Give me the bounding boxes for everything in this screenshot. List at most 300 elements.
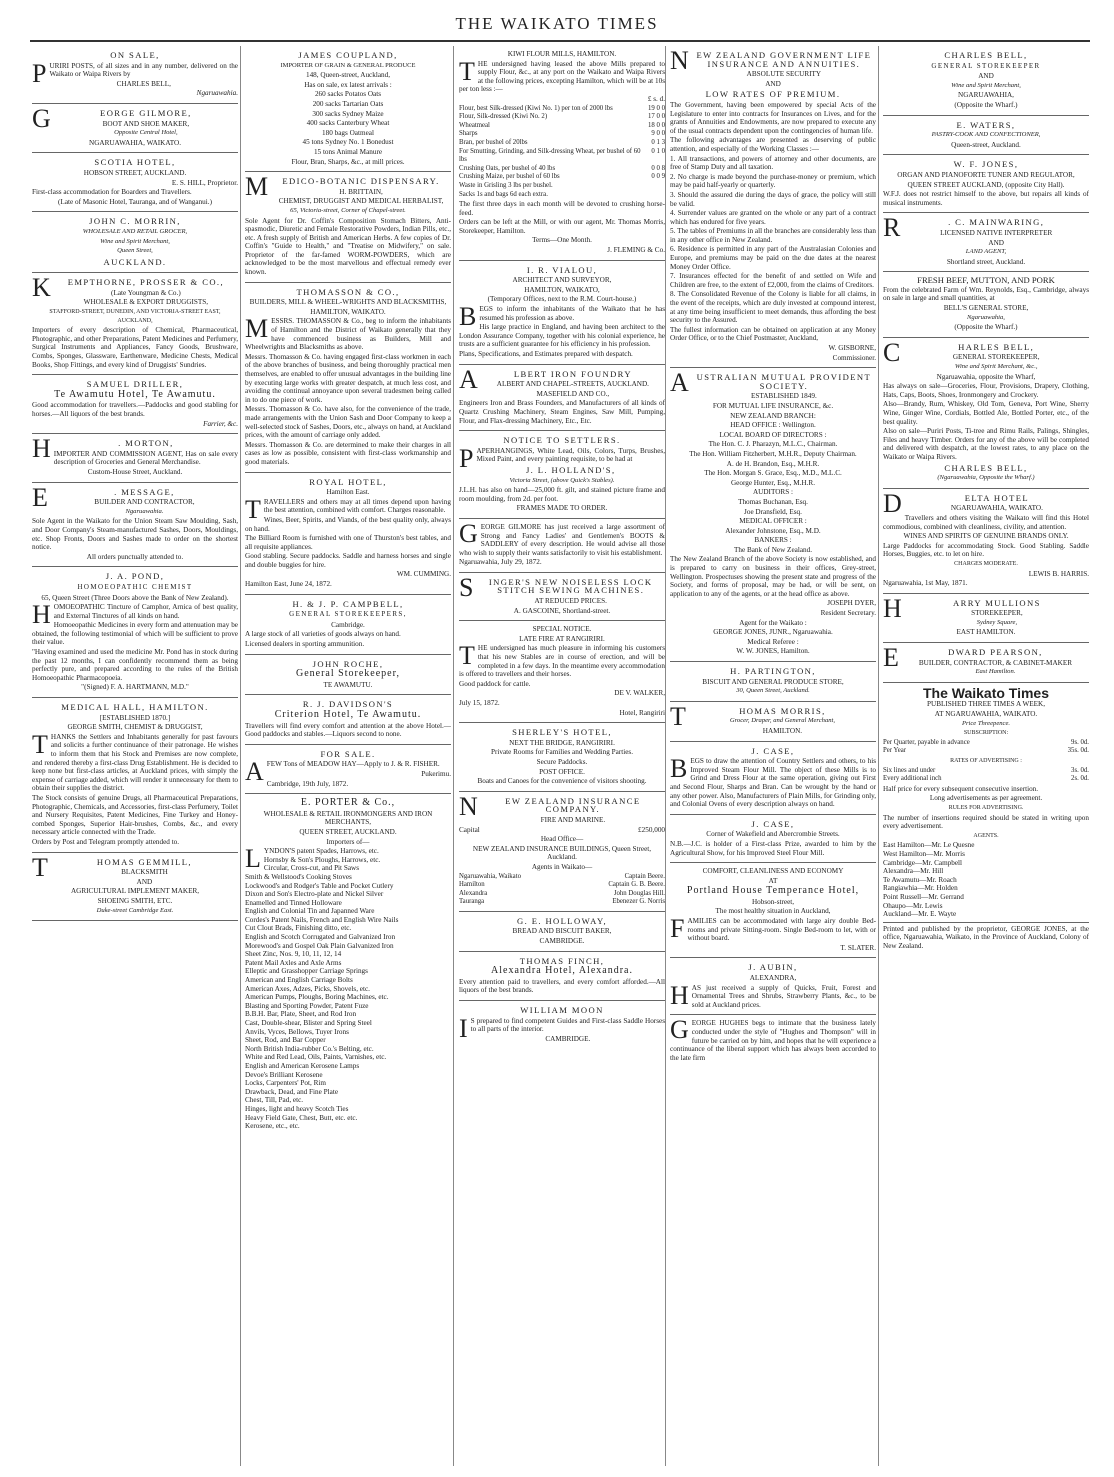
ad-subheading: SUBSCRIPTION: <box>963 730 1009 737</box>
ad-address: 30, Queen Street, Auckland. <box>736 687 810 695</box>
table-cell: Captain G. B. Beere. <box>608 881 665 889</box>
ad-heading: R. J. DAVIDSON'S <box>302 699 394 710</box>
list-item: Auckland—Mr. E. Wayte <box>883 910 957 919</box>
ad-heading: FRESH BEEF, MUTTON, AND PORK <box>917 275 1055 286</box>
list-item: English and Scotch Corrugated and Galvanized Iron <box>245 933 396 942</box>
ad-established: [ESTABLISHED 1870.] <box>99 713 171 722</box>
ad-lead: The following advantages are presented as deserving of public attention, and especially of the Working Classes :— <box>670 136 876 153</box>
column-3 <box>459 46 665 1466</box>
table-cell: 3s. 0d. <box>1071 766 1089 774</box>
list-item: Enamelled and Tinned Holloware <box>245 898 342 907</box>
ad-body: Good accommodation for travellers.—Paddocks and good stabling for horses.—All liquors of the best brands. <box>32 401 238 418</box>
table-cell: 9s. 0d. <box>1071 738 1089 746</box>
ad-address: Corner of Wakefield and Abercrombie Streets. <box>706 830 840 839</box>
list-item: Heavy Field Gate, Chest, Butt, etc. etc. <box>245 1113 358 1122</box>
column-5 <box>883 46 1089 1466</box>
ad-heading: CHARLES BELL, <box>944 50 1028 60</box>
ad-delta-hotel <box>883 489 1089 594</box>
list-item: Joe Dransfield, Esq. <box>744 507 802 516</box>
table-cell: 17 0 0 <box>648 113 665 121</box>
drop-cap: H <box>670 980 689 1010</box>
ad-subheading: Wine and Spirit Merchant, &c., <box>954 363 1038 371</box>
ad-lead: Importers of— <box>326 837 370 846</box>
ad-subheading: NEW ZEALAND BRANCH: <box>730 411 816 420</box>
ad-heading: WILLIAM MOON <box>520 1005 604 1016</box>
ad-subheading: ABSOLUTE SECURITY <box>746 70 822 79</box>
ad-body: FEW Tons of MEADOW HAY—Apply to J. & R. FISHER. <box>266 760 440 769</box>
table-row <box>459 139 665 148</box>
list-item: 15 tons Animal Manure <box>313 147 383 156</box>
ad-address: 65, Victoria-street, Corner of Chapel-street. <box>290 206 406 214</box>
ad-subheading: IMPORTER OF GRAIN & GENERAL PRODUCE <box>280 61 416 69</box>
column-rule <box>665 46 666 1466</box>
ad-subheading: J. L. HOLLAND'S, <box>525 464 616 475</box>
column-rule <box>453 46 454 1466</box>
list-item: West Hamilton—Mr. Morris <box>883 849 965 858</box>
drop-cap: G <box>670 1015 689 1045</box>
ad-note: (Ngaruawahia, Opposite the Wharf.) <box>937 474 1035 482</box>
ad-subheading: LOW RATES OF PREMIUM. <box>705 89 841 100</box>
ad-pond-chemist <box>32 567 238 698</box>
ad-subheading: BUILDER AND CONTRACTOR, <box>94 498 195 507</box>
ad-subheading: Grocer, Draper, and General Merchant, <box>729 717 836 725</box>
table-row <box>459 148 665 165</box>
ad-body: Sole Agent for Dr. Coffin's Composition Stomach Bitters, Anti-spasmodic, Diuretic and Female Restorative Powders, Indian Pills, etc., etc. A fresh supply of British and American Herbs. A few copies of Dr. Coffin's "Guide to Health," and "Treatise on Midwifery," on sale. Proprietor of the far-famed WORM-POWDERS, which are acknowledged to be the most marvellous and effectual remedy ever known. <box>245 216 451 277</box>
ad-heading: SPECIAL NOTICE. <box>532 625 592 634</box>
ad-body: Sole Agent in the Waikato for the Union Steam Saw Moulding, Sash, and Door Company's Steam-manufactured Sashes, Doors, Mouldings, etc. Shop Fronts, Doors and Sashes made to order on the shortest notice. <box>32 517 238 552</box>
top-rule <box>30 40 1090 42</box>
ad-body: From the celebrated Farm of Wm. Reynolds, Esq., Cambridge, always on sale in large and small quantities, at <box>883 285 1089 303</box>
list-item: Hinges, light and heavy Scotch Ties <box>245 1104 349 1113</box>
ad-subheading: CHEMIST, DRUGGIST AND MEDICAL HERBALIST, <box>278 197 444 206</box>
list-item: Chest, Till, Pad, etc. <box>245 1096 304 1105</box>
table-cell: Bran, per bushel of 20lbs <box>459 138 528 146</box>
ad-subheading: PASTRY-COOK AND CONFECTIONER, <box>931 131 1041 139</box>
ad-subheading: AGENTS. <box>973 832 999 839</box>
ad-title: General Storekeeper, <box>296 668 400 680</box>
ad-heading: . MESSAGE, <box>114 486 175 497</box>
list-item: The Hon. C. J. Pharazyn, M.L.C., Chairman. <box>708 440 838 449</box>
ad-subheading: HOBSON STREET, AUCKLAND. <box>83 168 187 177</box>
list-item: 180 bags Oatmeal <box>322 128 374 137</box>
ad-body: N.B.—J.C. is holder of a First-class Prize, awarded to him by the Agricultural Show, for his Improved Steel Flour Mill. <box>670 839 876 857</box>
ad-heading: J. CASE, <box>751 818 795 829</box>
table-cell: Per Year <box>883 747 907 755</box>
ad-subheading: BLACKSMITH <box>121 868 168 877</box>
ad-thomas-finch <box>459 952 665 1001</box>
drop-cap: T <box>32 852 48 882</box>
ad-criterion-hotel <box>245 695 451 744</box>
ad-subheading: Medical Referee : <box>747 637 799 646</box>
ad-heading: H. & J. P. CAMPBELL, <box>292 598 404 609</box>
ad-subheading: AND <box>136 877 153 886</box>
ad-heading: J. AUBIN, <box>748 962 798 973</box>
ad-body: HE undersigned having leased the above Mills prepared to supply Flour, &c., at any port on the Waikato and Waipa Rivers at the following prices, excepting Hamilton, which will be at 10s per ton less :— <box>459 59 665 94</box>
ad-signature: WM. CUMMING. <box>396 570 451 579</box>
ad-body: Private Rooms for Families and Wedding Parties. <box>490 748 634 757</box>
list-item: Lockwood's and Rodger's Table and Pocket Cutlery <box>245 881 394 890</box>
ad-subheading: LATE FIRE AT RANGIRIRI. <box>519 634 605 643</box>
list-item: GEORGE JONES, JUNR., Ngaruawahia. <box>713 628 833 637</box>
list-item: American Axes, Adzes, Picks, Shovels, etc. <box>245 984 370 993</box>
table-row <box>459 122 665 131</box>
ad-royal-hotel <box>245 473 451 595</box>
drop-cap: T <box>459 641 475 671</box>
agents-table <box>459 873 665 907</box>
ad-lead: Has on sale, ex latest arrivals : <box>304 80 392 89</box>
ad-body: The Stock consists of genuine Drugs, all Pharmaceutical Preparations, Photographic, Chemicals, and Accessories, first-class Perfumery, Toilet and Nursery Requisites, Patent Medicines, Fine Turkey and Honey-combed Sponges, Superior Hair-brushes, Combs, &c., and every necessary article connected with the Trade. <box>32 793 238 837</box>
ad-signature: W. GISBORNE, <box>828 344 876 352</box>
list-item: 400 sacks Canterbury Wheat <box>306 119 390 128</box>
ad-j-case-corner <box>670 815 876 863</box>
ad-body: Messrs. Thomasson & Co. having engaged first-class workmen in each of the above branches of business, and being thoroughly practical men themselves, are enabled to offer unusual advantages in the building line by executing large works with greater despatch, at much less cost, and avoiding the continual annoyance upon several tradesmen being called in to do one piece of work. <box>245 352 451 404</box>
ad-body: Good paddock for cattle. <box>459 679 531 688</box>
column-2 <box>245 46 451 1466</box>
price-table <box>459 105 665 200</box>
ad-albert-iron-foundry <box>459 365 665 432</box>
table-cell <box>648 191 665 200</box>
table-cell: Alexandra <box>459 889 488 897</box>
ad-place: Ngaruawahia, opposite the Wharf, <box>936 372 1036 381</box>
ad-subheading: MEDICAL OFFICER : <box>739 517 807 526</box>
ad-heading: COMFORT, CLEANLINESS AND ECONOMY <box>702 867 844 876</box>
ad-place: AUCKLAND. <box>103 256 167 267</box>
list-item: Anvils, Vyces, Bellows, Tuyer Irons <box>245 1027 349 1036</box>
ad-proprietor: E. S. HILL, Proprietor. <box>171 178 238 187</box>
ad-subheading: AT <box>768 876 778 885</box>
ad-subheading: LICENSED NATIVE INTERPRETER <box>940 228 1053 237</box>
drop-cap: N <box>670 46 689 75</box>
ad-testimonial: "Having examined and used the medicine Mr. Pond has in stock during the past 12 months, I can confidently recommend them as being perfectly pure, and prepared according to the rules of the British Homoeopathic Pharmacopoeia. <box>32 648 238 682</box>
ad-subheading: Head Office— <box>540 835 584 844</box>
list-item: 4. Surrender values are granted on the whole or any part of a contract which has endured for five years. <box>670 209 876 226</box>
table-cell: 0 1 0 <box>651 147 665 155</box>
table-row <box>459 873 665 882</box>
list-item: 5. The tables of Premiums in all the branches are considerably less than in any other office in New Zealand. <box>670 227 876 244</box>
ad-signature: DE V. WALKER, <box>614 689 665 698</box>
drop-cap: H <box>883 593 902 623</box>
list-item: Sheet Zinc, Nos. 9, 10, 11, 12, 14 <box>245 950 342 959</box>
ad-subheading: WHOLESALE AND RETAIL GROCER, <box>82 227 188 235</box>
table-row <box>459 113 665 122</box>
ad-signature-title: Commissioner. <box>832 353 876 362</box>
ad-signature: "(Signed) F. A. HARTMANN, M.D." <box>81 683 189 692</box>
ad-samuel-driller <box>32 375 238 434</box>
ad-place: HAMILTON, WAIKATO, <box>524 285 600 294</box>
list-item: White and Red Lead, Oils, Paints, Varnishes, etc. <box>245 1053 387 1062</box>
drop-cap: F <box>670 914 685 944</box>
list-item: Circular, Cross-cut, and Pit Saws <box>263 864 360 873</box>
ad-title: Portland House Temperance Hotel, <box>686 885 860 897</box>
ad-notice-to-settlers <box>459 431 665 519</box>
ad-heading: NOTICE TO SETTLERS. <box>503 435 621 446</box>
subscription-table <box>883 739 1089 756</box>
ad-body: Half price for every subsequent consecutive insertion. <box>883 784 1039 793</box>
table-cell: Hamilton <box>459 881 485 889</box>
ad-body: Secure Paddocks. <box>536 757 588 766</box>
drop-cap: B <box>670 754 688 784</box>
ad-body: The first three days in each month will be devoted to crushing horse-feed. <box>459 200 665 217</box>
ad-place: Custom-House Street, Auckland. <box>87 467 183 476</box>
ad-heading: J. A. POND, <box>105 571 165 582</box>
ad-address: Victoria Street, (above Quick's Stables). <box>509 476 615 484</box>
ad-subheading: BANKERS : <box>754 536 792 545</box>
ad-body: HANKS the Settlers and Inhabitants generally for past favours and solicits a further continuance of their patronage. He wishes to inform them that his Stock and Premises are now complete, and rendered thereby a first-class Drug Establishment. He is decided to keep none but first-class articles, at Auckland prices, with simply the expense of carriage added, which will render it unnecessary for them to obtain their supplies the district. <box>32 732 238 793</box>
ad-heading: E. PORTER & Co., <box>300 797 396 809</box>
ad-special-notice <box>459 621 665 723</box>
ad-subheading: GENERAL STOREKEEPERS, <box>289 610 407 619</box>
ad-body: URIRI POSTS, of all sizes and in any number, delivered on the Waikato or Waipa Rivers by <box>49 61 238 79</box>
ad-date: July 15, 1872. <box>459 699 500 707</box>
ad-place: Hamilton East. <box>326 488 370 497</box>
ad-body: ESSRS. THOMASSON & Co., beg to inform the inhabitants of Hamilton and the District of Waikato generally that they have commenced business as Builders, Mill and Wheelwrights and Blacksmiths as above. <box>245 317 451 352</box>
table-cell: For Smutting, Grinding, and Silk-dressing Wheat, per bushel of 60 lbs <box>459 147 641 164</box>
ad-vialou <box>459 261 665 365</box>
ad-date: Ngaruawahia, 1st May, 1871. <box>883 579 968 588</box>
imprint: Printed and published by the proprietor, GEORGE JONES, at the office, Ngaruawahia, Waikato, in the Province of Auckland, Colony of New Zealand. <box>883 922 1089 951</box>
waikato-times-info <box>883 683 1089 956</box>
ad-heading: ELTA HOTEL <box>964 492 1030 503</box>
ad-heading: HOMAS GEMMILL, <box>96 856 192 867</box>
list-item: Kerosene, etc., etc. <box>245 1122 300 1131</box>
ad-place: Pukerimu. <box>421 769 451 778</box>
drop-cap: A <box>245 757 264 787</box>
ad-note: (Opposite the Wharf.) <box>954 100 1018 109</box>
list-item: East Hamilton—Mr. Le Quesne <box>883 841 975 850</box>
ad-subheading: ARCHITECT AND SURVEYOR, <box>512 276 612 285</box>
ad-fresh-beef <box>883 272 1089 338</box>
table-cell: Crushing Maize, per bushel of 60 lbs <box>459 173 560 181</box>
ad-subheading: Wine and Spirit Merchant, <box>100 237 170 245</box>
table-cell: Wheatmeal <box>459 121 490 129</box>
ad-place: NGARUAWAHIA, <box>958 91 1014 100</box>
ad-heading: ARRY MULLIONS <box>952 597 1041 608</box>
list-item: Elleptic and Grasshopper Carriage Springs <box>245 967 368 976</box>
table-cell: Captain Beere. <box>624 872 665 880</box>
drop-cap: N <box>459 791 478 821</box>
ad-subheading: Wine and Spirit Merchant, <box>951 81 1021 89</box>
column-rule <box>878 46 879 1466</box>
table-cell: 18 0 0 <box>648 121 665 129</box>
capital-value: £250,000 <box>638 825 665 834</box>
ad-heading: H. PARTINGTON, <box>730 666 816 676</box>
list-item: 3. Should the assured die during the days of grace, the policy will still be valid. <box>670 190 876 208</box>
table-cell: 9 0 0 <box>651 130 665 138</box>
ad-puriri-posts <box>32 46 238 104</box>
list-item: Morewood's and Gospel Oak Plain Galvanized Iron <box>245 941 394 950</box>
ad-place: HAMILTON, WAIKATO. <box>310 307 386 316</box>
capital-label: Capital <box>459 825 480 834</box>
list-item: Smith & Wellstood's Cooking Stoves <box>245 872 352 881</box>
ad-body: J.L.H. has also on hand—25,000 ft. gilt, and stained picture frame and room moulding, from 2d. per foot. <box>459 486 665 503</box>
ad-heading: THOMASSON & CO., <box>296 286 400 297</box>
ad-place: Shortland street, Auckland. <box>946 257 1026 266</box>
list-item: 2. No charge is made beyond the purchase-money or premium, which may be paid half-yearly or quarterly. <box>670 172 876 190</box>
ad-subheading: AT NGARUAWAHIA, WAIKATO. <box>934 710 1038 719</box>
ad-subheading: WHOLESALE & EXPORT DRUGGISTS, <box>83 298 209 307</box>
ad-body: First-class accommodation for Boarders and Travellers. <box>32 188 192 197</box>
list-item: The Hon. Morgan S. Grace, Esq., M.D., M.L.C. <box>704 469 842 478</box>
ad-subheading: NEXT THE BRIDGE, RANGIRIRI. <box>509 738 615 747</box>
ad-subheading: AND <box>765 79 781 88</box>
ad-body: HE undersigned has much pleasure in informing his customers that his new Stables are in course of erection, and will be completed in a few days. In the meantime every accommodation is offered to travellers and their horses. <box>459 644 665 679</box>
table-row <box>883 739 1089 748</box>
drop-cap: T <box>670 701 686 731</box>
ad-heading: E. WATERS, <box>956 119 1016 130</box>
ad-place: Cambridge. <box>331 620 365 629</box>
drop-cap: G <box>32 103 51 133</box>
ad-subheading: NGARUAWAHIA, WAIKATO. <box>950 504 1043 513</box>
ad-body: Also on sale—Puriri Posts, Ti-tree and Rimu Rails, Palings, Shingles, Files and heavy Timber. Orders for any of the above will be completed and delivered with despatch, at the lowest rates, to any place on the Waikato or Waipa Rivers. <box>883 427 1089 461</box>
ad-body: EORGE HUGHES begs to intimate that the business lately conducted under the style of "Hughes and Thompson" will in future be carried on by him, and hopes that he will experience a continuance of the liberal support which has always been accorded to the late firm <box>670 1019 876 1062</box>
list-item: Rangiawhia—Mr. Holden <box>883 884 958 893</box>
ad-nz-government-life <box>670 46 876 368</box>
ad-subheading: GENERAL STOREKEEPER, <box>952 353 1040 362</box>
list-item: 45 tons Sydney No. 1 Bonedust <box>302 138 394 147</box>
list-item: Patent Mail Axles and Axle Arms <box>245 958 342 967</box>
ad-heading: ON SALE, <box>110 50 160 60</box>
ad-singers-machines <box>459 573 665 621</box>
ad-established: ESTABLISHED 1849. <box>751 392 817 401</box>
table-cell: 2s. 0d. <box>1071 775 1089 783</box>
list-item: Ohaupo—Mr. Lewis <box>883 901 943 910</box>
ad-william-moon <box>459 1001 665 1048</box>
list-item: George Hunter, Esq., M.H.R. <box>730 478 816 487</box>
list-item: Blasting and Sporting Powder, Patent Fuze <box>245 1001 369 1010</box>
table-row <box>459 173 665 182</box>
list-item: Devoe's Brilliant Kerosene <box>245 1070 323 1079</box>
ad-subheading: RULES FOR ADVERTISING. <box>948 804 1024 811</box>
ad-heading: USTRALIAN MUTUAL PROVIDENT SOCIETY. <box>696 372 872 391</box>
table-cell: 35s. 0d. <box>1067 747 1089 755</box>
table-cell: Flour, best Silk-dressed (Kiwi No. 1) per ton of 2000 lbs <box>459 104 613 112</box>
ad-place: EAST HAMILTON. <box>956 628 1016 637</box>
ad-date: Hamilton East, June 24, 1872. <box>245 580 332 589</box>
table-cell: Ebenezer G. Norris <box>612 898 665 906</box>
table-cell: 0 0 9 <box>651 173 665 181</box>
ad-kiwi-flour-mills <box>459 46 665 261</box>
ad-signature: J. FLEMING & Co. <box>607 246 665 255</box>
ad-place: Queen-street, Auckland. <box>951 140 1021 149</box>
ad-portland-house <box>670 863 876 958</box>
drop-cap: R <box>883 213 901 243</box>
ad-body: S prepared to find competent Guides and First-class Saddle Horses to all parts of the interior. <box>470 1016 665 1034</box>
drop-cap: H <box>32 434 51 464</box>
ad-gilmore-boots <box>459 519 665 573</box>
ad-body: The fullest information can be obtained on application at any Money Order Office, or to the Chief Postmaster, Auckland, <box>670 325 876 343</box>
ad-heading: W. F. JONES, <box>953 159 1019 170</box>
table-cell: Six lines and under <box>883 766 936 774</box>
table-row <box>883 747 1089 756</box>
table-cell: Sharps <box>459 130 478 138</box>
list-item: 260 sacks Potatos Oats <box>314 90 382 99</box>
column-1 <box>32 46 238 1466</box>
ad-place: NGARUAWAHIA, WAIKATO. <box>89 138 181 147</box>
drop-cap: M <box>245 314 269 344</box>
ad-body: Messrs. Thomasson & Co. are determined to make their charges in all cases as low as possible, consistent with first-class workmanship and good materials. <box>245 440 451 466</box>
ad-subheading: WINES AND SPIRITS OF GENUINE BRANDS ONLY. <box>903 532 1069 541</box>
list-item: Hornsby & Son's Ploughs, Harrows, etc. <box>263 855 381 864</box>
paper-title: The Waikato Times <box>922 684 1050 701</box>
list-item: Cut Clout Brads, Finishing ditto, etc. <box>245 924 352 933</box>
ad-title: Criterion Hotel, Te Awamutu. <box>274 709 422 720</box>
ad-subheading: ALBERT AND CHAPEL-STREETS, AUCKLAND. <box>496 380 649 389</box>
ad-note: (Opposite the Wharf.) <box>954 323 1018 332</box>
drop-cap: K <box>32 273 51 303</box>
ad-subheading: RATES OF ADVERTISING : <box>950 758 1022 764</box>
ad-subheading: LOCAL BOARD OF DIRECTORS : <box>719 430 827 439</box>
table-cell: Ngaruawahia, Waikato <box>459 872 521 880</box>
ad-subheading: FOR MUTUAL LIFE INSURANCE, &c. <box>712 401 834 410</box>
rates-table <box>883 767 1089 784</box>
ad-body: OMOEOPATHIC Tincture of Camphor, Arnica of best quality, and External Tinctures of all kinds on hand. <box>53 603 238 620</box>
ad-body: Long advertisements as per agreement. <box>929 794 1043 803</box>
ad-subheading: BOOT AND SHOE MAKER, <box>102 119 190 128</box>
ad-heading: DWARD PEARSON, <box>948 647 1043 658</box>
ad-body: Every attention paid to travellers, and every comfort afforded.—All liquors of the best brands. <box>459 977 665 995</box>
ad-sherleys-hotel <box>459 723 665 792</box>
ad-place: CAMBRIDGE. <box>545 1034 591 1043</box>
ad-campbell <box>245 595 451 655</box>
ad-subheading: LAND AGENT, <box>965 248 1007 256</box>
ad-body: Has always on sale—Groceries, Flour, Provisions, Drapery, Clothing, Hats, Caps, Boots, Shoes, Ironmongery and Crockery. <box>883 382 1089 399</box>
list-item: American Pumps, Ploughs, Boring Machines, etc. <box>245 993 389 1002</box>
ad-heading: EORGE GILMORE, <box>100 107 192 118</box>
table-row <box>459 165 665 174</box>
ad-signature: JOSEPH DYER, <box>827 599 876 608</box>
paper-price: Price Threepence. <box>961 719 1011 727</box>
ad-subheading: STOREKEEPER, <box>971 609 1023 618</box>
ad-address: NEW ZEALAND INSURANCE BUILDINGS, Queen Street, Auckland. <box>472 844 652 862</box>
ad-scotia-hotel <box>32 153 238 212</box>
ad-signature: A. GASCOINE, Shortland-street. <box>513 606 611 615</box>
table-cell: 19 0 0 <box>648 104 665 112</box>
ad-address: QUEEN STREET AUCKLAND, (opposite City Hall). <box>907 180 1065 189</box>
ad-george-gilmore <box>32 104 238 153</box>
list-item: 8. The Consolidated Revenue of the Colony is liable for all claims, in the event of the receipts, which are duly invested at compound interest, at any time being insufficient to meet demands, thus affording the best security to the Assured. <box>670 290 876 325</box>
ad-body: Orders can be left at the Mill, or with our agent, Mr. Thomas Morris, Storekeeper, Hamilton. <box>459 218 665 235</box>
ad-subheading: AT REDUCED PRICES. <box>534 597 607 606</box>
list-item: American and English Carriage Bolts <box>245 976 353 985</box>
ad-subheading: GEORGE SMITH, CHEMIST & DRUGGIST, <box>67 723 203 732</box>
list-item: Te Awamutu—Mr. Roach <box>883 875 957 884</box>
list-item: W. W. JONES, Hamilton. <box>736 647 810 656</box>
ad-kempthorne-prosser <box>32 273 238 375</box>
drop-cap: A <box>670 368 689 398</box>
ad-subheading: (Late Youngman & Co.) <box>111 288 181 297</box>
ad-nz-insurance <box>459 792 665 912</box>
ad-heading: HOMAS MORRIS, <box>739 705 826 716</box>
ad-terms: Terms—One Month. <box>532 236 592 245</box>
table-row <box>459 182 665 191</box>
ad-subheading: MASEFIELD AND CO., <box>536 389 610 398</box>
drop-cap: T <box>32 729 48 759</box>
ad-place: Ngaruawahia. <box>196 89 238 98</box>
table-cell: 0 0 8 <box>651 164 665 172</box>
ad-heading: G. E. HOLLOWAY, <box>517 915 607 926</box>
list-item: 300 sacks Sydney Maize <box>312 109 384 118</box>
list-item: 200 sacks Tartarian Oats <box>312 99 384 108</box>
ad-heading: LBERT IRON FOUNDRY <box>513 368 632 379</box>
drop-cap: L <box>245 844 261 874</box>
ad-body: POST OFFICE. <box>539 767 585 776</box>
ad-body: The Government, having been empowered by special Acts of the Legislature to enter into contracts for Insurances on Lives, and for the grants of Annuities and Endowments, are now prepared to execute any of the usual contracts dependent upon the contingencies of human life. <box>670 100 876 135</box>
ad-e-waters <box>883 116 1089 156</box>
ad-note: (Temporary Offices, next to the R.M. Court-house.) <box>487 295 637 304</box>
ad-heading: J. CASE, <box>751 745 795 756</box>
drop-cap: P <box>459 443 474 473</box>
ad-heading: EW ZEALAND INSURANCE COMPANY. <box>505 795 641 815</box>
